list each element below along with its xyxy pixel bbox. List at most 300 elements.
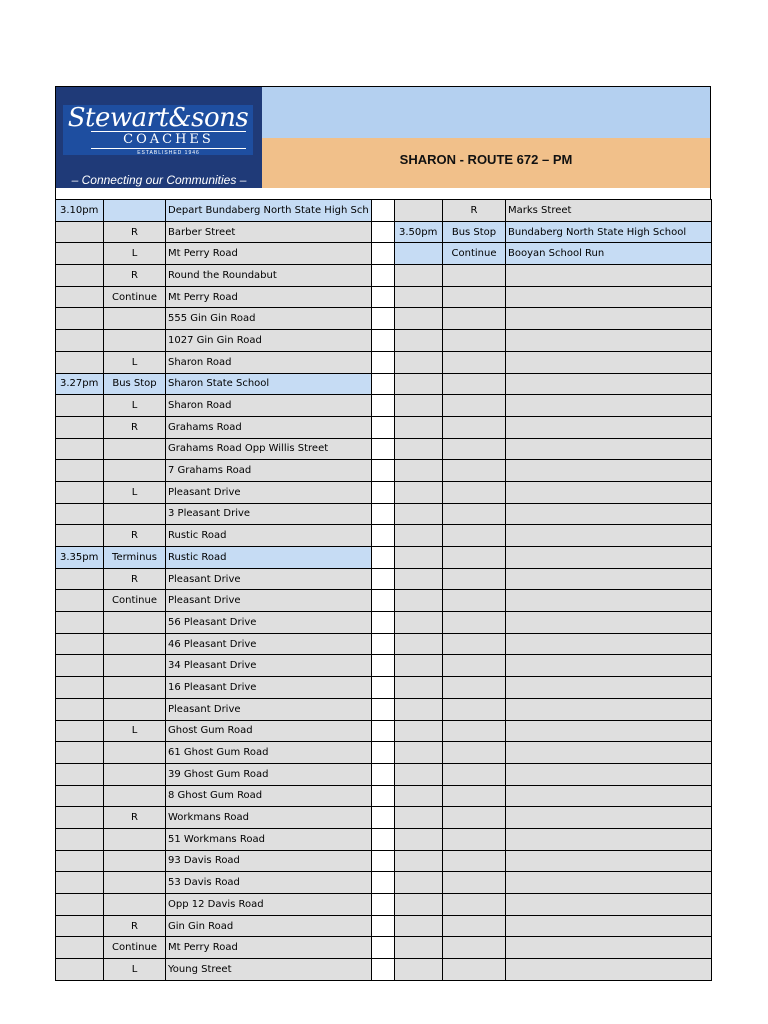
cell-direction: R [104, 221, 166, 243]
cell-separator [372, 655, 395, 677]
logo-badge [63, 105, 253, 155]
cell-return-time [395, 373, 443, 395]
cell-return-direction [443, 937, 506, 959]
cell-return-street [506, 416, 712, 438]
cell-street: 53 Davis Road [166, 872, 372, 894]
cell-return-street [506, 915, 712, 937]
header-spacer [55, 187, 711, 199]
cell-return-street: Booyan School Run [506, 243, 712, 265]
cell-return-direction [443, 677, 506, 699]
table-row [56, 503, 712, 525]
cell-time [56, 265, 104, 287]
cell-street: Mt Perry Road [166, 243, 372, 265]
table-row [56, 460, 712, 482]
cell-return-time [395, 698, 443, 720]
cell-time [56, 698, 104, 720]
cell-return-time [395, 590, 443, 612]
table-row [56, 872, 712, 894]
table-row [56, 959, 712, 981]
cell-return-street [506, 590, 712, 612]
cell-separator [372, 959, 395, 981]
cell-direction [104, 742, 166, 764]
table-row [56, 373, 712, 395]
cell-return-direction [443, 742, 506, 764]
cell-return-time [395, 568, 443, 590]
cell-time [56, 807, 104, 829]
cell-separator [372, 677, 395, 699]
cell-return-time [395, 265, 443, 287]
cell-return-time [395, 655, 443, 677]
cell-return-direction [443, 265, 506, 287]
cell-separator [372, 373, 395, 395]
cell-return-street [506, 763, 712, 785]
cell-separator [372, 200, 395, 222]
cell-street: Pleasant Drive [166, 590, 372, 612]
tagline: – Connecting our Communities – [71, 173, 247, 187]
cell-time [56, 286, 104, 308]
cell-time [56, 590, 104, 612]
table-row [56, 915, 712, 937]
cell-direction [104, 438, 166, 460]
cell-separator [372, 915, 395, 937]
cell-direction [104, 200, 166, 222]
cell-return-street [506, 351, 712, 373]
cell-return-direction [443, 633, 506, 655]
cell-direction [104, 330, 166, 352]
cell-street: 7 Grahams Road [166, 460, 372, 482]
cell-return-time [395, 351, 443, 373]
cell-separator [372, 785, 395, 807]
cell-time [56, 612, 104, 634]
cell-time [56, 460, 104, 482]
cell-direction: Bus Stop [104, 373, 166, 395]
cell-separator [372, 937, 395, 959]
table-row [56, 590, 712, 612]
cell-return-direction [443, 568, 506, 590]
cell-return-time [395, 547, 443, 569]
cell-separator [372, 265, 395, 287]
cell-return-time [395, 807, 443, 829]
cell-street: 8 Ghost Gum Road [166, 785, 372, 807]
cell-return-time [395, 243, 443, 265]
table-row [56, 677, 712, 699]
table-row [56, 850, 712, 872]
cell-return-street [506, 828, 712, 850]
cell-direction: Continue [104, 590, 166, 612]
table-row [56, 655, 712, 677]
cell-separator [372, 698, 395, 720]
cell-separator [372, 547, 395, 569]
cell-return-street [506, 373, 712, 395]
cell-return-direction [443, 590, 506, 612]
cell-time: 3.35pm [56, 547, 104, 569]
cell-street: Grahams Road [166, 416, 372, 438]
cell-direction: R [104, 525, 166, 547]
cell-return-direction [443, 373, 506, 395]
cell-street: Ghost Gum Road [166, 720, 372, 742]
cell-return-direction [443, 308, 506, 330]
cell-direction: Terminus [104, 547, 166, 569]
cell-return-time [395, 308, 443, 330]
cell-separator [372, 872, 395, 894]
cell-return-time [395, 850, 443, 872]
table-row [56, 438, 712, 460]
cell-street: Grahams Road Opp Willis Street [166, 438, 372, 460]
cell-return-time [395, 915, 443, 937]
cell-street: 1027 Gin Gin Road [166, 330, 372, 352]
cell-return-street [506, 460, 712, 482]
route-table [55, 199, 712, 981]
cell-time [56, 677, 104, 699]
cell-direction: L [104, 243, 166, 265]
cell-return-direction: Continue [443, 243, 506, 265]
table-row [56, 807, 712, 829]
cell-separator [372, 286, 395, 308]
cell-time [56, 525, 104, 547]
header-band-blue [262, 87, 710, 138]
table-row [56, 547, 712, 569]
cell-return-street [506, 655, 712, 677]
cell-time: 3.10pm [56, 200, 104, 222]
cell-return-time [395, 200, 443, 222]
cell-street: Rustic Road [166, 547, 372, 569]
logo-wordmark: Stewart&sons [67, 103, 249, 133]
table-row [56, 286, 712, 308]
table-row [56, 894, 712, 916]
cell-time [56, 481, 104, 503]
cell-return-street [506, 633, 712, 655]
cell-return-time [395, 633, 443, 655]
cell-return-direction [443, 503, 506, 525]
cell-street: Sharon Road [166, 351, 372, 373]
cell-street: 56 Pleasant Drive [166, 612, 372, 634]
table-row [56, 221, 712, 243]
cell-return-direction: R [443, 200, 506, 222]
table-row [56, 330, 712, 352]
cell-separator [372, 850, 395, 872]
table-row [56, 525, 712, 547]
cell-return-street [506, 286, 712, 308]
cell-return-direction [443, 720, 506, 742]
table-row [56, 612, 712, 634]
cell-time [56, 221, 104, 243]
cell-return-time [395, 503, 443, 525]
table-row [56, 698, 712, 720]
cell-direction: R [104, 568, 166, 590]
cell-direction: R [104, 807, 166, 829]
cell-return-street [506, 547, 712, 569]
cell-separator [372, 395, 395, 417]
cell-return-direction [443, 828, 506, 850]
cell-return-direction: Bus Stop [443, 221, 506, 243]
cell-separator [372, 503, 395, 525]
cell-return-time [395, 742, 443, 764]
cell-return-direction [443, 286, 506, 308]
cell-time [56, 720, 104, 742]
logo-coaches: COACHES [91, 131, 246, 149]
cell-street: 93 Davis Road [166, 850, 372, 872]
table-row [56, 243, 712, 265]
table-row [56, 742, 712, 764]
cell-time [56, 894, 104, 916]
cell-return-street [506, 568, 712, 590]
cell-time [56, 330, 104, 352]
cell-direction: L [104, 720, 166, 742]
cell-return-time [395, 286, 443, 308]
cell-return-time [395, 720, 443, 742]
cell-time [56, 503, 104, 525]
cell-return-time [395, 612, 443, 634]
cell-time [56, 308, 104, 330]
cell-direction [104, 894, 166, 916]
cell-return-direction [443, 330, 506, 352]
cell-return-street [506, 308, 712, 330]
cell-return-time [395, 937, 443, 959]
cell-street: Opp 12 Davis Road [166, 894, 372, 916]
cell-return-time [395, 785, 443, 807]
cell-return-street [506, 438, 712, 460]
route-title: SHARON - ROUTE 672 – PM [399, 152, 573, 167]
cell-street: 3 Pleasant Drive [166, 503, 372, 525]
cell-separator [372, 807, 395, 829]
cell-separator [372, 612, 395, 634]
cell-separator [372, 481, 395, 503]
table-row [56, 351, 712, 373]
cell-return-street [506, 742, 712, 764]
cell-separator [372, 460, 395, 482]
cell-return-direction [443, 915, 506, 937]
cell-street: Pleasant Drive [166, 568, 372, 590]
cell-street: 34 Pleasant Drive [166, 655, 372, 677]
company-logo [56, 87, 262, 188]
cell-separator [372, 525, 395, 547]
cell-separator [372, 894, 395, 916]
cell-return-street [506, 807, 712, 829]
cell-time [56, 351, 104, 373]
cell-street: 39 Ghost Gum Road [166, 763, 372, 785]
table-row [56, 568, 712, 590]
cell-return-street [506, 525, 712, 547]
cell-direction [104, 872, 166, 894]
cell-return-direction [443, 612, 506, 634]
cell-street: Young Street [166, 959, 372, 981]
cell-time [56, 568, 104, 590]
route-sheet [55, 86, 711, 981]
cell-return-time [395, 872, 443, 894]
cell-return-street [506, 503, 712, 525]
cell-direction: L [104, 959, 166, 981]
cell-street: 16 Pleasant Drive [166, 677, 372, 699]
table-row [56, 785, 712, 807]
cell-return-direction [443, 850, 506, 872]
cell-direction [104, 460, 166, 482]
table-row [56, 720, 712, 742]
cell-street: 51 Workmans Road [166, 828, 372, 850]
cell-return-street [506, 698, 712, 720]
table-row [56, 481, 712, 503]
logo-established: ESTABLISHED 1946 [137, 150, 200, 156]
cell-direction: L [104, 351, 166, 373]
cell-return-time [395, 481, 443, 503]
cell-separator [372, 590, 395, 612]
cell-direction [104, 677, 166, 699]
cell-return-direction [443, 395, 506, 417]
cell-return-direction [443, 547, 506, 569]
cell-separator [372, 633, 395, 655]
cell-return-time [395, 828, 443, 850]
cell-time [56, 937, 104, 959]
cell-street: 555 Gin Gin Road [166, 308, 372, 330]
cell-separator [372, 763, 395, 785]
cell-return-direction [443, 785, 506, 807]
cell-separator [372, 330, 395, 352]
cell-street: 61 Ghost Gum Road [166, 742, 372, 764]
cell-direction: L [104, 395, 166, 417]
cell-separator [372, 742, 395, 764]
cell-return-street [506, 872, 712, 894]
cell-time [56, 785, 104, 807]
cell-separator [372, 221, 395, 243]
cell-return-direction [443, 763, 506, 785]
cell-return-direction [443, 460, 506, 482]
cell-direction: R [104, 915, 166, 937]
cell-time [56, 633, 104, 655]
cell-return-time [395, 763, 443, 785]
cell-return-street [506, 677, 712, 699]
cell-return-street [506, 612, 712, 634]
cell-separator [372, 438, 395, 460]
cell-return-time [395, 438, 443, 460]
cell-return-street: Marks Street [506, 200, 712, 222]
cell-separator [372, 243, 395, 265]
cell-separator [372, 416, 395, 438]
cell-time [56, 915, 104, 937]
cell-street: Barber Street [166, 221, 372, 243]
cell-return-direction [443, 525, 506, 547]
cell-return-time [395, 416, 443, 438]
cell-return-street [506, 481, 712, 503]
cell-return-street [506, 850, 712, 872]
cell-separator [372, 351, 395, 373]
cell-separator [372, 720, 395, 742]
cell-return-street [506, 720, 712, 742]
cell-time [56, 655, 104, 677]
cell-return-direction [443, 807, 506, 829]
cell-return-street: Bundaberg North State High School [506, 221, 712, 243]
cell-return-direction [443, 894, 506, 916]
table-row [56, 937, 712, 959]
cell-street: Rustic Road [166, 525, 372, 547]
cell-direction [104, 633, 166, 655]
cell-direction: Continue [104, 937, 166, 959]
cell-street: Round the Roundabut [166, 265, 372, 287]
table-row [56, 308, 712, 330]
cell-return-direction [443, 481, 506, 503]
cell-direction [104, 308, 166, 330]
cell-return-direction [443, 438, 506, 460]
cell-street: Workmans Road [166, 807, 372, 829]
table-row [56, 416, 712, 438]
cell-direction [104, 612, 166, 634]
cell-return-street [506, 959, 712, 981]
cell-direction [104, 698, 166, 720]
cell-return-direction [443, 416, 506, 438]
cell-return-street [506, 395, 712, 417]
cell-separator [372, 308, 395, 330]
route-table-body [56, 200, 712, 981]
cell-street: Depart Bundaberg North State High Sch [166, 200, 372, 222]
cell-return-direction [443, 351, 506, 373]
cell-separator [372, 828, 395, 850]
cell-time [56, 438, 104, 460]
cell-time: 3.27pm [56, 373, 104, 395]
cell-street: 46 Pleasant Drive [166, 633, 372, 655]
cell-return-street [506, 894, 712, 916]
cell-direction [104, 828, 166, 850]
cell-direction: R [104, 416, 166, 438]
cell-return-street [506, 265, 712, 287]
cell-return-time [395, 959, 443, 981]
table-row [56, 200, 712, 222]
cell-time [56, 742, 104, 764]
cell-return-time [395, 677, 443, 699]
cell-return-time [395, 894, 443, 916]
cell-street: Sharon Road [166, 395, 372, 417]
cell-street: Gin Gin Road [166, 915, 372, 937]
cell-return-direction [443, 655, 506, 677]
cell-direction [104, 785, 166, 807]
cell-separator [372, 568, 395, 590]
cell-street: Pleasant Drive [166, 481, 372, 503]
table-row [56, 633, 712, 655]
table-row [56, 265, 712, 287]
cell-street: Sharon State School [166, 373, 372, 395]
cell-direction [104, 850, 166, 872]
cell-return-direction [443, 872, 506, 894]
cell-street: Mt Perry Road [166, 937, 372, 959]
cell-street: Mt Perry Road [166, 286, 372, 308]
cell-return-direction [443, 698, 506, 720]
cell-return-time [395, 330, 443, 352]
cell-time [56, 763, 104, 785]
cell-return-street [506, 785, 712, 807]
cell-time [56, 959, 104, 981]
cell-street: Pleasant Drive [166, 698, 372, 720]
header [55, 86, 711, 187]
cell-time [56, 395, 104, 417]
cell-time [56, 416, 104, 438]
cell-direction: R [104, 265, 166, 287]
cell-direction: L [104, 481, 166, 503]
table-row [56, 395, 712, 417]
cell-return-direction [443, 959, 506, 981]
cell-time [56, 243, 104, 265]
cell-return-time: 3.50pm [395, 221, 443, 243]
cell-return-street [506, 937, 712, 959]
cell-time [56, 828, 104, 850]
cell-direction [104, 503, 166, 525]
cell-return-time [395, 395, 443, 417]
cell-return-time [395, 525, 443, 547]
table-row [56, 763, 712, 785]
table-row [56, 828, 712, 850]
cell-time [56, 850, 104, 872]
cell-return-time [395, 460, 443, 482]
cell-direction [104, 763, 166, 785]
cell-return-street [506, 330, 712, 352]
cell-time [56, 872, 104, 894]
cell-direction [104, 655, 166, 677]
